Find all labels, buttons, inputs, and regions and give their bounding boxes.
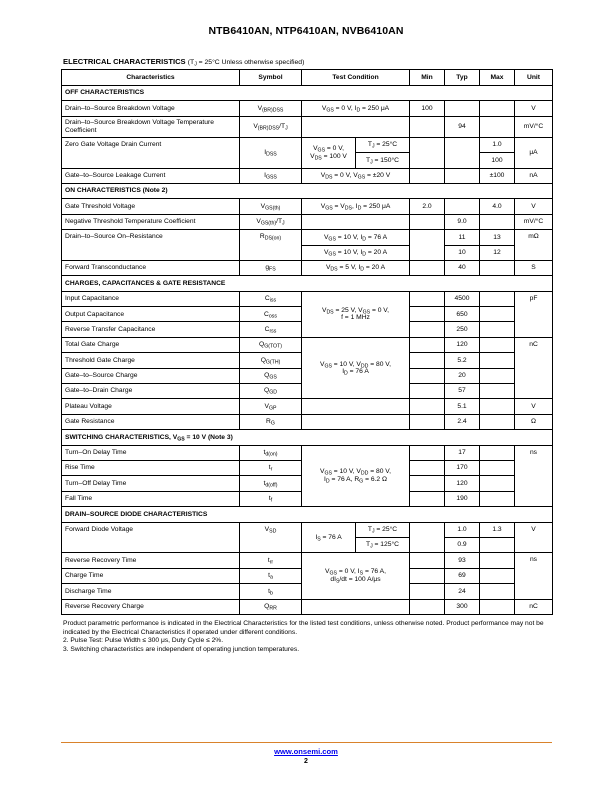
table-row xyxy=(62,214,553,229)
switching-title: SWITCHING CHARACTERISTICS, V xyxy=(65,433,178,441)
max-value xyxy=(480,599,515,614)
typ-value: 170 xyxy=(445,460,480,475)
param-name: Forward Diode Voltage xyxy=(62,522,240,553)
note-2: 2. Pulse Test: Pulse Width ≤ 300 μs, Duty Cycle ≤ 2%. xyxy=(63,637,224,645)
unit-value: mV/°C xyxy=(515,116,553,137)
symbol: $t_{d(on)}$ xyxy=(240,445,302,460)
note-disclaimer: Product parametric performance is indicated in the Electrical Characteristics for the listed test conditions, unless otherwise noted. Product performance may not be indicated by the Electrical Characteristics if operated under different conditions. xyxy=(63,620,544,636)
typ-value: 24 xyxy=(445,584,480,599)
symbol: $I_{DSS}$ xyxy=(240,137,302,168)
max-value xyxy=(480,537,515,552)
typ-value: 190 xyxy=(445,491,480,506)
param-name: Forward Transconductance xyxy=(62,260,240,275)
test-condition: $V_{GS} = 0$ V, $V_{DS} = 100$ V xyxy=(302,137,356,168)
param-name: Gate Resistance xyxy=(62,414,240,429)
unit-value: ns xyxy=(515,553,553,599)
param-name: Reverse Recovery Charge xyxy=(62,599,240,614)
param-name: Turn–On Delay Time xyxy=(62,445,240,460)
min-value xyxy=(410,291,445,306)
typ-value: 0.9 xyxy=(445,537,480,552)
section-title-text: ELECTRICAL CHARACTERISTICS xyxy=(63,57,186,66)
param-name: Output Capacitance xyxy=(62,307,240,322)
param-name: Reverse Transfer Capacitance xyxy=(62,322,240,337)
typ-value xyxy=(445,199,480,214)
param-name: Fall Time xyxy=(62,491,240,506)
max-value xyxy=(480,445,515,460)
symbol: $C_{rss}$ xyxy=(240,322,302,337)
test-condition-temp: $T_J = 25^\circ C$ xyxy=(356,522,410,537)
param-name: Charge Time xyxy=(62,568,240,583)
param-name: Plateau Voltage xyxy=(62,399,240,414)
typ-value: 300 xyxy=(445,599,480,614)
max-value xyxy=(480,337,515,352)
max-value xyxy=(480,584,515,599)
max-value xyxy=(480,101,515,116)
min-value xyxy=(410,568,445,583)
table-row xyxy=(62,230,553,245)
max-value xyxy=(480,353,515,368)
max-value xyxy=(480,414,515,429)
typ-value: 94 xyxy=(445,116,480,137)
symbol: $t_a$ xyxy=(240,568,302,583)
param-name: Total Gate Charge xyxy=(62,337,240,352)
unit-value: nC xyxy=(515,337,553,399)
min-value xyxy=(410,368,445,383)
param-name: Turn–Off Delay Time xyxy=(62,476,240,491)
symbol: $t_f$ xyxy=(240,491,302,506)
table-row xyxy=(62,199,553,214)
min-value xyxy=(410,230,445,261)
electrical-characteristics-table xyxy=(61,69,553,615)
symbol: $V_{SD}$ xyxy=(240,522,302,553)
section-row xyxy=(62,183,553,198)
param-name: Threshold Gate Charge xyxy=(62,353,240,368)
cond-sub: J xyxy=(194,61,197,68)
test-condition: $V_{DS} = 0$ V, $V_{GS} = \pm 20$ V xyxy=(302,168,410,183)
max-value xyxy=(480,116,515,137)
max-value: ±100 xyxy=(480,168,515,183)
note-3: 3. Switching characteristics are independent of operating junction temperatures. xyxy=(63,645,300,653)
max-value xyxy=(480,384,515,399)
param-name: Drain–to–Source Breakdown Voltage Temperature Coefficient xyxy=(62,116,240,137)
min-value xyxy=(410,353,445,368)
cond-rest: = 25°C Unless otherwise specified) xyxy=(196,59,305,66)
typ-value xyxy=(445,101,480,116)
typ-value: 93 xyxy=(445,553,480,568)
min-value xyxy=(410,553,445,568)
tj-label: T xyxy=(367,141,372,149)
param-name: Drain–to–Source Breakdown Voltage xyxy=(62,101,240,116)
test-condition-temp: $T_J = 125^\circ C$ xyxy=(356,537,410,552)
max-value xyxy=(480,553,515,568)
unit-value: pF xyxy=(515,291,553,337)
typ-value: 650 xyxy=(445,307,480,322)
max-value: 4.0 xyxy=(480,199,515,214)
unit-value: Ω xyxy=(515,414,553,429)
typ-value: 17 xyxy=(445,445,480,460)
typ-value: 5.1 xyxy=(445,399,480,414)
table-row xyxy=(62,116,553,137)
unit-value: ns xyxy=(515,445,553,507)
max-value: 12 xyxy=(480,245,515,260)
section-diode: DRAIN–SOURCE DIODE CHARACTERISTICS xyxy=(62,507,553,522)
test-condition: $V_{GS} = 10$ V, $I_D = 20$ A xyxy=(302,245,410,260)
unit-value: nC xyxy=(515,599,553,614)
unit-value: mΩ xyxy=(515,230,553,261)
footer-divider xyxy=(61,742,552,743)
typ-value: 120 xyxy=(445,476,480,491)
tj-label: T xyxy=(366,156,371,164)
test-condition: $V_{GS} = V_{DS}$, $I_D = 250$ μA xyxy=(302,199,410,214)
max-value xyxy=(480,322,515,337)
min-value: 100 xyxy=(410,101,445,116)
page-number: 2 xyxy=(304,758,308,765)
min-value xyxy=(410,322,445,337)
param-name: Zero Gate Voltage Drain Current xyxy=(62,137,240,168)
symbol: $g_{FS}$ xyxy=(240,260,302,275)
max-value xyxy=(480,460,515,475)
min-value xyxy=(410,460,445,475)
section-on: ON CHARACTERISTICS (Note 2) xyxy=(62,183,553,198)
typ-value: 250 xyxy=(445,322,480,337)
symbol: $Q_{RR}$ xyxy=(240,599,302,614)
cond-prefix: (T xyxy=(187,59,195,66)
symbol: $t_b$ xyxy=(240,584,302,599)
test-condition xyxy=(302,399,410,414)
section-row xyxy=(62,507,553,522)
max-value xyxy=(480,368,515,383)
test-condition: $V_{GS} = 10$ V, $I_D = 76$ A xyxy=(302,230,410,245)
table-row xyxy=(62,168,553,183)
col-min: Min xyxy=(410,70,445,86)
col-test-condition: Test Condition xyxy=(302,70,410,86)
typ-value: 9.0 xyxy=(445,214,480,229)
max-value xyxy=(480,491,515,506)
max-value xyxy=(480,291,515,306)
table-row xyxy=(62,291,553,306)
typ-value xyxy=(445,137,480,168)
test-condition xyxy=(302,116,410,137)
col-symbol: Symbol xyxy=(240,70,302,86)
typ-value: 10 xyxy=(445,245,480,260)
test-condition xyxy=(302,214,410,229)
test-condition: $V_{GS} = 10$ V, $V_{DD} = 80$ V, $I_D = 76$ A, $R_G = 6.2$ Ω xyxy=(302,445,410,507)
min-value xyxy=(410,337,445,352)
section-charges: CHARGES, CAPACITANCES & GATE RESISTANCE xyxy=(62,276,553,291)
symbol: $V_{(BR)DSS}/T_J$ xyxy=(240,116,302,137)
section-condition xyxy=(188,59,305,66)
param-name: Discharge Time xyxy=(62,584,240,599)
min-value xyxy=(410,476,445,491)
max-value xyxy=(480,568,515,583)
col-characteristics: Characteristics xyxy=(62,70,240,86)
param-name: Drain–to–Source On–Resistance xyxy=(62,230,240,261)
unit-value: mV/°C xyxy=(515,214,553,229)
min-value xyxy=(410,599,445,614)
max-value: 100 xyxy=(480,153,515,168)
symbol: $I_{GSS}$ xyxy=(240,168,302,183)
table-row xyxy=(62,599,553,614)
table-header-row xyxy=(62,70,553,86)
max-value: 13 xyxy=(480,230,515,245)
test-condition: $V_{DS} = 25$ V, $V_{GS} = 0$ V, f = 1 MHz xyxy=(302,291,410,337)
min-value: 2.0 xyxy=(410,199,445,214)
min-value xyxy=(410,307,445,322)
param-name: Reverse Recovery Time xyxy=(62,553,240,568)
max-value: 1.3 xyxy=(480,522,515,537)
symbol: $V_{GP}$ xyxy=(240,399,302,414)
unit-value: V xyxy=(515,522,553,553)
table-row xyxy=(62,414,553,429)
min-value xyxy=(410,399,445,414)
min-value xyxy=(410,116,445,137)
test-condition-temp: $T_J = 150^\circ C$ xyxy=(356,153,410,168)
symbol: $t_{rr}$ xyxy=(240,553,302,568)
unit-value: nA xyxy=(515,168,553,183)
max-value xyxy=(480,307,515,322)
typ-value: 120 xyxy=(445,337,480,352)
switching-sub: GS xyxy=(177,436,185,443)
unit-value: V xyxy=(515,399,553,414)
test-condition: $V_{DS} = 5$ V, $I_D = 20$ A xyxy=(302,260,410,275)
table-row xyxy=(62,553,553,568)
symbol: $V_{GS(th)}/T_J$ xyxy=(240,214,302,229)
table-row xyxy=(62,445,553,460)
unit-value: V xyxy=(515,101,553,116)
typ-value: 20 xyxy=(445,368,480,383)
typ-value: 40 xyxy=(445,260,480,275)
symbol: $C_{oss}$ xyxy=(240,307,302,322)
col-unit: Unit xyxy=(515,70,553,86)
page-title: NTB6410AN, NTP6410AN, NVB6410AN xyxy=(208,25,404,37)
symbol: $t_r$ xyxy=(240,460,302,475)
symbol: $V_{GS(th)}$ xyxy=(240,199,302,214)
typ-value: 4500 xyxy=(445,291,480,306)
notes xyxy=(63,620,553,654)
unit-value: μA xyxy=(515,137,553,168)
section-row xyxy=(62,276,553,291)
typ-value: 69 xyxy=(445,568,480,583)
unit-value: V xyxy=(515,199,553,214)
max-value xyxy=(480,260,515,275)
symbol: $C_{iss}$ xyxy=(240,291,302,306)
typ-value: 1.0 xyxy=(445,522,480,537)
typ-value: 5.2 xyxy=(445,353,480,368)
min-value xyxy=(410,260,445,275)
table-row xyxy=(62,137,553,152)
min-value xyxy=(410,522,445,553)
param-name: Gate–to–Source Charge xyxy=(62,368,240,383)
section-row xyxy=(62,430,553,445)
unit-value: S xyxy=(515,260,553,275)
symbol: $Q_{GD}$ xyxy=(240,384,302,399)
test-condition: $V_{GS} = 10$ V, $V_{DD} = 80$ V, $I_D = 76$ A xyxy=(302,337,410,399)
param-name: Negative Threshold Temperature Coefficient xyxy=(62,214,240,229)
param-name: Gate Threshold Voltage xyxy=(62,199,240,214)
col-max: Max xyxy=(480,70,515,86)
symbol: $t_{d(off)}$ xyxy=(240,476,302,491)
min-value xyxy=(410,445,445,460)
min-value xyxy=(410,414,445,429)
param-name: Rise Time xyxy=(62,460,240,475)
col-typ: Typ xyxy=(445,70,480,86)
min-value xyxy=(410,137,445,168)
min-value xyxy=(410,584,445,599)
typ-value: 11 xyxy=(445,230,480,245)
table-row xyxy=(62,101,553,116)
footer-link[interactable]: www.onsemi.com xyxy=(274,747,338,756)
test-condition xyxy=(302,414,410,429)
test-condition: $V_{GS} = 0$ V, $I_S = 76$ A, $dI_S/dt = 100$ A/μs xyxy=(302,553,410,599)
test-condition-temp: $T_J = 25^\circ C$ xyxy=(356,137,410,152)
symbol: $Q_{GS}$ xyxy=(240,368,302,383)
symbol: $Q_{G(TOT)}$ xyxy=(240,337,302,352)
test-condition: $V_{GS} = 0$ V, $I_D = 250$ μA xyxy=(302,101,410,116)
test-condition xyxy=(302,599,410,614)
section-row xyxy=(62,86,553,101)
symbol: $Q_{G(TH)}$ xyxy=(240,353,302,368)
min-value xyxy=(410,384,445,399)
symbol: $V_{(BR)DSS}$ xyxy=(240,101,302,116)
max-value: 1.0 xyxy=(480,137,515,152)
param-name: Input Capacitance xyxy=(62,291,240,306)
test-condition: $I_S = 76$ A xyxy=(302,522,356,553)
typ-value xyxy=(445,168,480,183)
section-off: OFF CHARACTERISTICS xyxy=(62,86,553,101)
symbol: $R_{DS(on)}$ xyxy=(240,230,302,261)
param-name: Gate–to–Drain Charge xyxy=(62,384,240,399)
symbol: $R_G$ xyxy=(240,414,302,429)
max-value xyxy=(480,399,515,414)
switching-rest: = 10 V (Note 3) xyxy=(184,433,233,441)
table-row xyxy=(62,399,553,414)
min-value xyxy=(410,214,445,229)
table-row xyxy=(62,260,553,275)
table-row xyxy=(62,522,553,537)
section-title xyxy=(63,57,304,66)
table-row xyxy=(62,337,553,352)
section-switching xyxy=(62,430,553,445)
typ-value: 57 xyxy=(445,384,480,399)
min-value xyxy=(410,491,445,506)
typ-value: 2.4 xyxy=(445,414,480,429)
min-value xyxy=(410,168,445,183)
max-value xyxy=(480,476,515,491)
param-name: Gate–to–Source Leakage Current xyxy=(62,168,240,183)
max-value xyxy=(480,214,515,229)
